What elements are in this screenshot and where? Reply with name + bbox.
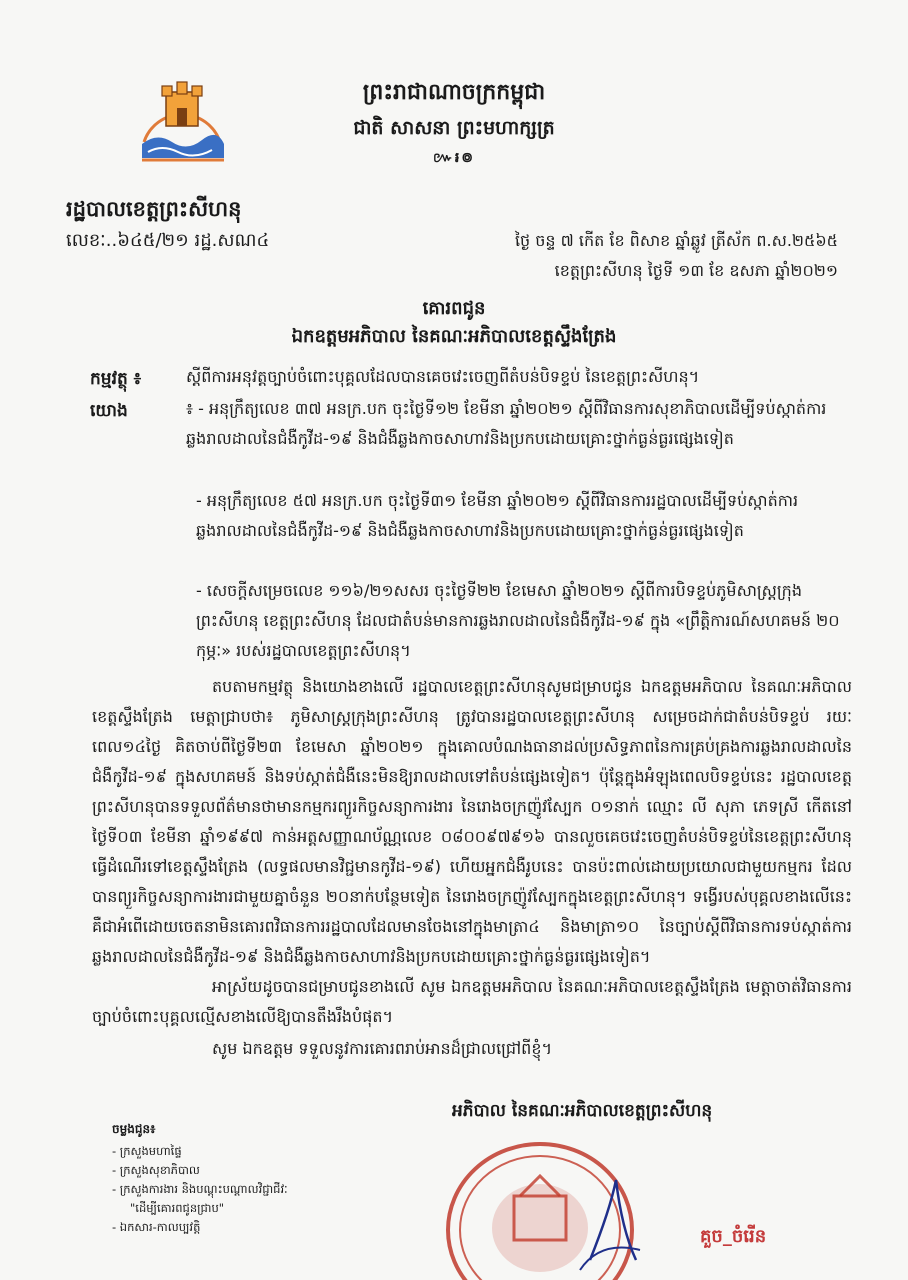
signer-title: អភិបាល នៃគណៈអភិបាលខេត្តព្រះសីហនុ	[452, 1101, 713, 1121]
closing-line: សូម ឯកឧត្តម ទទួលនូវការគោរពរាប់អានដ៏ជ្រាលជ្រៅពីខ្ញុំ។	[212, 1039, 553, 1058]
signer-name: គួច_ចំរើន	[700, 1226, 767, 1247]
recipient-name: ឯកឧត្តមអភិបាល នៃគណៈអភិបាលខេត្តស្ទឹងត្រែង	[291, 326, 617, 347]
body-paragraph-2: អាស្រ័យដូចបានជម្រាបជូនខាងលើ សូម ឯកឧត្តមអភិបាល នៃគណៈអភិបាលខេត្តស្ទឹងត្រែង មេត្តាចាត់វិធានការច្បាប់ចំពោះបុគ្គលល្មើសខាងលើឱ្យបានតឹងរឹងបំផុត។	[92, 977, 852, 1026]
official-seal-icon	[440, 1110, 662, 1280]
reference-number: លេខៈ..៦៤៥/២១ រដ្ឋ.សណ៤	[66, 230, 270, 251]
header-ornament: ៚៛៙	[433, 150, 475, 166]
kingdom-title: ព្រះរាជាណាចក្រកម្ពុជា	[362, 80, 546, 105]
cc-item: - ឯកសារ-កាលប្បវត្តិ	[112, 1220, 201, 1234]
body-paragraph-1: តបតាមកម្មវត្ថុ និងយោងខាងលើ រដ្ឋបាលខេត្តព្រះសីហនុសូមជម្រាបជូន ឯកឧត្តមអភិបាល នៃគណៈអភិបាលខេត្តស្ទឹងត្រែង មេត្តាជ្រាបថា៖ ភូមិសាស្ត្រក្រុងព្រះសីហនុ ត្រូវបានរដ្ឋបាលខេត្តព្រះសីហនុ សម្រេចដាក់ជាតំបន់បិទខ្ទប់ រយៈពេល១៤ថ្ងៃ គិតចាប់ពីថ្ងៃទី២៣ ខែមេសា ឆ្នាំ២០២១ ក្នុងគោលបំណងធានាដល់ប្រសិទ្ធភាពនៃការគ្រប់គ្រងការឆ្លងរាលដាលនៃជំងឺកូវីដ-១៩ ក្នុងសហគមន៍ និងទប់ស្កាត់ជំងឺនេះមិនឱ្យរាលដាលទៅតំបន់ផ្សេងទៀត។ ប៉ុន្តែក្នុងអំឡុងពេលបិទខ្ទប់នេះ រដ្ឋបាលខេត្តព្រះសីហនុបានទទួលព័ត៌មានថាមានកម្មករព្យួរកិច្ចសន្យាការងារ នៃរោងចក្រញ៉ូវស្បែក ០១នាក់ ឈ្មោះ លី សុភា ភេទស្រី កើតនៅថ្ងៃទី០៣ ខែមីនា ឆ្នាំ១៩៩៧ កាន់អត្តសញ្ញាណប័ណ្ណលេខ ០៨០០៩៧៩១៦ បានលួចគេចវេះចេញតំបន់បិទខ្ទប់នៃខេត្តព្រះសីហនុ ធ្វើដំណើរទៅខេត្តស្ទឹងត្រែង (លទ្ធផលមានវិជ្ជមានកូវីដ-១៩) ហើយអ្នកជំងឺរូបនេះ បានប៉ះពាល់ដោយប្រយោលជាមួយកម្មករ ដែលបានព្យួរកិច្ចសន្យាការងារជាមួយគ្នាចំនួន ២០នាក់បន្ថែមទៀត នៃរោងចក្រញ៉ូវស្បែកក្នុងខេត្តព្រះសីហនុ។ ទង្វើរបស់បុគ្គលខាងលើនេះ គឺជាអំពើដោយចេតនាមិនគោរពវិធានការរដ្ឋបាលដែលមានចែងនៅក្នុងមាត្រា៤ និងមាត្រា១០ នៃច្បាប់ស្តីពីវិធានការទប់ស្កាត់ការឆ្លងរាលដាលនៃជំងឺកូវីដ-១៩ និងជំងឺឆ្លងកាចសាហាវនិងប្រកបដោយគ្រោះថ្នាក់ធ្ងន់ធ្ងរផ្សេងទៀត។	[92, 677, 852, 966]
cc-item: - ក្រសួងមហាផ្ទៃ	[112, 1144, 182, 1158]
kingdom-header	[0, 78, 908, 169]
cc-item: - ក្រសួងការងារ និងបណ្តុះបណ្តាលវិជ្ជាជីវៈ	[112, 1182, 288, 1196]
cc-item: - ក្រសួងសុខាភិបាល	[112, 1163, 200, 1177]
lunar-date: ថ្ងៃ ចន្ទ ៧ កើត ខែ ពិសាខ ឆ្នាំឆ្លូវ ត្រីស័ក ព.ស.២៥៦៥	[514, 231, 838, 250]
reference-label: យោង	[90, 401, 128, 421]
subject-text: ស្តីពីការអនុវត្តច្បាប់ចំពោះបុគ្គលដែលបានគេចវេះចេញពីតំបន់បិទខ្ទប់ នៃខេត្តព្រះសីហនុ។	[186, 367, 700, 386]
reference-item-1: ៖ - អនុក្រឹត្យលេខ ៣៧ អនក្រ.បក ចុះថ្ងៃទី១២ ខែមីនា ឆ្នាំ២០២១ ស្តីពីវិធានការសុខាភិបាលដើម្បីទប់ស្កាត់ការឆ្លងរាលដាលនៃជំងឺកូវីដ-១៩ និងជំងឺឆ្លងកាចសាហាវនិងប្រកបដោយគ្រោះថ្នាក់ធ្ងន់ធ្ងរផ្សេងទៀត	[186, 399, 827, 448]
reference-item-2: - អនុក្រឹត្យលេខ ៥៧ អនក្រ.បក ចុះថ្ងៃទី៣១ ខែមីនា ឆ្នាំ២០២១ ស្តីពីវិធានការរដ្ឋបាលដើម្បីទប់ស្កាត់ការឆ្លងរាលដាលនៃជំងឺកូវីដ-១៩ និងជំងឺឆ្លងកាចសាហាវនិងប្រកបដោយគ្រោះថ្នាក់ធ្ងន់ធ្ងរផ្សេងទៀត	[196, 491, 799, 540]
salutation: គោរពជូន	[422, 298, 486, 319]
solar-date: ខេត្តព្រះសីហនុ ថ្ងៃទី ១៣ ខែ ឧសភា ឆ្នាំ២០២១	[554, 261, 838, 280]
national-motto: ជាតិ សាសនា ព្រះមហាក្សត្រ	[353, 117, 555, 139]
cc-heading: ចម្លងជូន៖	[112, 1122, 156, 1136]
issuing-authority: រដ្ឋបាលខេត្តព្រះសីហនុ	[66, 197, 242, 221]
cc-block	[112, 1120, 288, 1237]
reference-item-3: - សេចក្តីសម្រេចលេខ ១១៦/២១សសរ ចុះថ្ងៃទី២២ ខែមេសា ឆ្នាំ២០២១ ស្តីពីការបិទខ្ទប់ភូមិសាស្ត្រក្រុងព្រះសីហនុ ខេត្តព្រះសីហនុ ដែលជាតំបន់មានការឆ្លងរាលដាលនៃជំងឺកូវីដ-១៩ ក្នុង «ព្រឹត្តិការណ៍សហគមន៍ ២០ កុម្ភៈ» របស់រដ្ឋបាលខេត្តព្រះសីហនុ។	[196, 581, 840, 660]
cc-item: "ដើម្បីគោរពជូនជ្រាប"	[130, 1201, 225, 1215]
subject-label: កម្មវត្ថុ ៖	[90, 369, 142, 389]
